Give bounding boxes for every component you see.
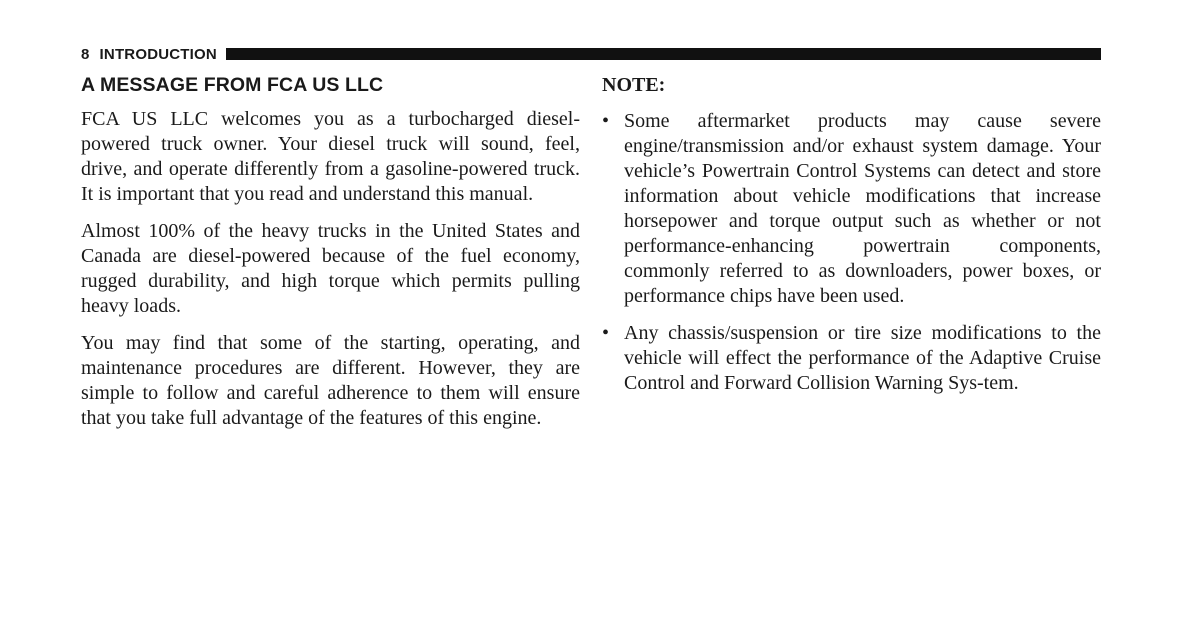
page-number: 8 <box>81 45 90 63</box>
right-column <box>602 72 1101 408</box>
bullet-icon: • <box>602 322 610 344</box>
paragraph-procedures: You may find that some of the starting, operating, and maintenance procedures are different. However, they are simple to follow and careful adherence to them will ensure that you take full advantage of the features of this engine. <box>81 332 580 429</box>
header-rule <box>226 48 1101 60</box>
paragraph-welcome: FCA US LLC welcomes you as a turbocharged diesel-powered truck owner. Your diesel truck will sound, feel, drive, and operate differently from a gasoline-powered truck. It is important that you read and understand this manual. <box>81 108 580 205</box>
left-column <box>81 72 580 443</box>
page-header <box>81 44 1101 64</box>
note-aftermarket-text: Some aftermarket products may cause severe engine/transmission and/or exhaust system damage. Your vehicle’s Powertrain Control Systems can detect and store information about vehicle modifications that increase horsepower and torque output such as whether or not performance-enhancing powertrain components, commonly referred to as downloaders, power boxes, or performance chips have been used. <box>624 110 1101 307</box>
note-chassis-text: Any chassis/suspension or tire size modifications to the vehicle will effect the performance of the Adaptive Cruise Control and Forward Collision Warning Sys-tem. <box>624 322 1101 394</box>
note-heading: NOTE: <box>602 74 666 96</box>
message-heading: A MESSAGE FROM FCA US LLC <box>81 74 384 96</box>
list-item <box>602 109 1101 309</box>
list-item <box>602 321 1101 396</box>
paragraph-heavy-trucks: Almost 100% of the heavy trucks in the United States and Canada are diesel-powered because of the fuel economy, rugged durability, and high torque which permits pulling heavy loads. <box>81 220 580 317</box>
note-list <box>602 109 1101 396</box>
section-title: INTRODUCTION <box>99 45 217 63</box>
bullet-icon: • <box>602 110 610 132</box>
